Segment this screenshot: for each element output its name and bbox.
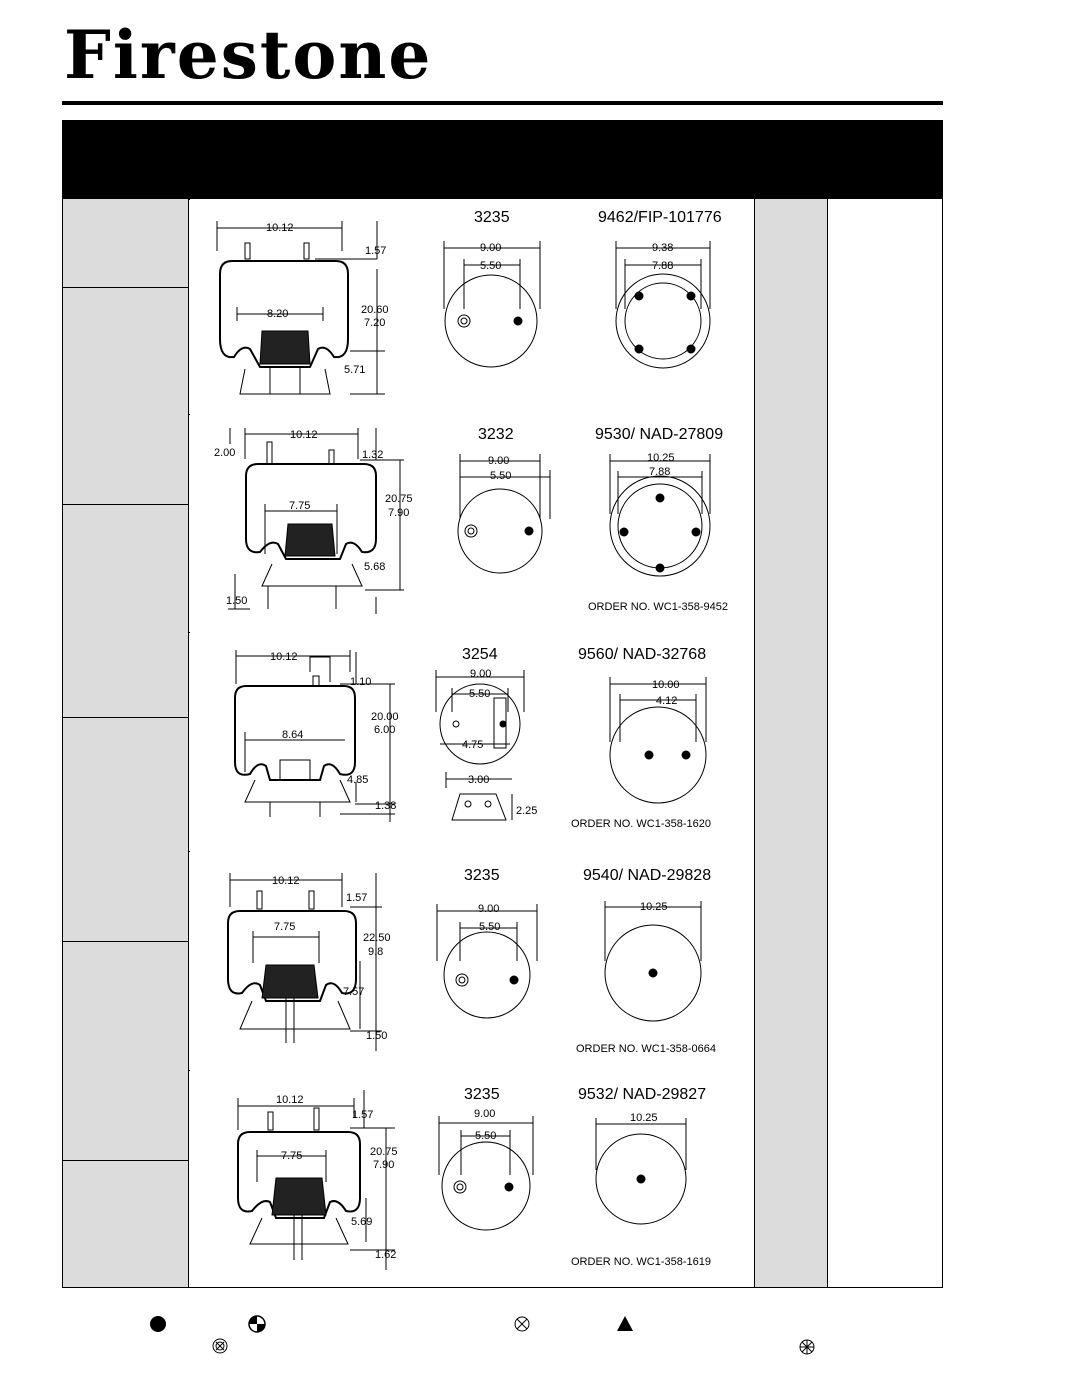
dim-design-height: 22.50	[363, 932, 391, 944]
dim-piston-height: 5.68	[364, 561, 386, 573]
dim-base-height: 1.38	[375, 800, 397, 812]
notes-cell	[828, 851, 942, 1070]
bellows-drawing	[190, 199, 754, 414]
spec-cell	[754, 632, 828, 851]
notes-cell	[828, 199, 942, 414]
piston-code: 3235	[474, 209, 510, 226]
dim-piston-width: 7.75	[289, 500, 311, 512]
part-info-cell	[63, 632, 189, 851]
dim-bp-outer: 9.00	[478, 903, 500, 915]
part-info-cell	[63, 1070, 189, 1287]
brand-logo: Firestone	[64, 16, 433, 94]
dim-top-width: 10.12	[270, 651, 298, 663]
dim-top-width: 10.12	[276, 1094, 304, 1106]
piston-code: 3254	[462, 646, 498, 663]
notes-cell	[828, 414, 942, 632]
dim-top-width: 10.12	[272, 875, 300, 887]
piston-code: 3235	[464, 1086, 500, 1103]
dim-piston-height: 5.71	[344, 364, 366, 376]
table-row	[63, 414, 942, 633]
drawing-cell	[190, 199, 754, 414]
spec-cell	[754, 414, 828, 632]
table-row	[63, 632, 942, 852]
product-table	[62, 199, 943, 1288]
filled-circle-icon	[150, 1316, 166, 1332]
dim-min-height: 7.20	[364, 317, 386, 329]
dim-min-height: 9.8	[368, 946, 384, 958]
dim-tp-inner: 7.88	[652, 260, 674, 272]
dim-tp-outer: 9.38	[652, 242, 674, 254]
spec-cell	[754, 1070, 828, 1287]
dim-bp-outer: 9.00	[488, 455, 510, 467]
spec-cell	[754, 199, 828, 414]
dim-tp-outer: 10.25	[640, 901, 668, 913]
dim-bp-outer: 9.00	[470, 668, 492, 680]
dim-bp-outer: 9.00	[474, 1108, 496, 1120]
plate-code: 9530/ NAD-27809	[595, 426, 724, 443]
dim-piston-width: 8.64	[282, 729, 304, 741]
piston-code: 3235	[464, 867, 500, 884]
quartered-circle-icon	[249, 1316, 265, 1332]
dim-tp-outer: 10.00	[652, 679, 680, 691]
crossed-circle-icon	[515, 1317, 529, 1331]
plate-code: 9462/FIP-101776	[598, 209, 722, 226]
plate-code: 9532/ NAD-29827	[578, 1086, 707, 1103]
header-rule	[62, 101, 943, 105]
order-number: ORDER NO. WC1-358-0664	[576, 1043, 716, 1055]
dim-bp-offset: 4.75	[462, 739, 484, 751]
notes-cell	[828, 1070, 942, 1287]
table-row	[63, 199, 942, 415]
triangle-icon	[617, 1316, 633, 1331]
dim-design-height: 20.00	[371, 711, 399, 723]
table-row	[63, 851, 942, 1071]
dim-bp-inner: 5.50	[475, 1130, 497, 1142]
dim-top-width: 10.12	[266, 222, 294, 234]
dim-bp-inner: 5.50	[479, 921, 501, 933]
dim-design-height: 20.75	[385, 493, 413, 505]
dim-bp-inner: 5.50	[490, 470, 512, 482]
dim-piston-width: 7.75	[274, 921, 296, 933]
dim-stud-height: 1.10	[350, 676, 372, 688]
piston-code: 3232	[478, 426, 514, 443]
dim-design-height: 20.60	[361, 304, 389, 316]
dim-base-height: 1.62	[375, 1249, 397, 1261]
dim-stud-height: 1.57	[352, 1109, 374, 1121]
plate-code: 9560/ NAD-32768	[578, 646, 707, 663]
order-number: ORDER NO. WC1-358-9452	[588, 601, 728, 613]
dim-bp-inner: 5.50	[469, 688, 491, 700]
table-header-band	[62, 120, 943, 200]
drawing-cell	[190, 414, 754, 632]
dim-bp-outer: 9.00	[480, 242, 502, 254]
dim-piston-height: 4.85	[347, 774, 369, 786]
dim-piston-height: 5.69	[351, 1216, 373, 1228]
dim-base-height: 1.50	[226, 595, 248, 607]
part-info-cell	[63, 851, 189, 1070]
dim-stud-height: 1.32	[362, 449, 384, 461]
dim-tp-inner: 4.12	[656, 695, 678, 707]
legend	[0, 1300, 1071, 1360]
dim-stud-height: 1.57	[365, 245, 387, 257]
drawing-cell	[190, 1070, 754, 1287]
notes-cell	[828, 632, 942, 851]
dim-min-height: 6.00	[374, 724, 396, 736]
dim-tp-inner: 7.88	[649, 466, 671, 478]
dim-base-height: 1.50	[366, 1030, 388, 1042]
dim-offset: 2.00	[214, 447, 236, 459]
dim-piston-width: 7.75	[281, 1150, 303, 1162]
part-info-cell	[63, 199, 189, 414]
drawing-cell	[190, 632, 754, 851]
dim-min-height: 7.90	[373, 1159, 395, 1171]
bellows-drawing	[190, 414, 754, 632]
order-number: ORDER NO. WC1-358-1620	[571, 818, 711, 830]
dim-piston-width: 8.20	[267, 308, 289, 320]
table-row	[63, 1070, 942, 1287]
dim-bracket-height: 2.25	[516, 805, 538, 817]
dim-bp-inner: 5.50	[480, 260, 502, 272]
dim-stud-height: 1.57	[346, 892, 368, 904]
dim-design-height: 20.75	[370, 1146, 398, 1158]
dim-tp-outer: 10.25	[630, 1112, 658, 1124]
drawing-cell	[190, 851, 754, 1070]
dim-piston-height: 7.57	[343, 986, 365, 998]
double-crossed-circle-icon	[213, 1339, 227, 1353]
spec-cell	[754, 851, 828, 1070]
dim-top-width: 10.12	[290, 429, 318, 441]
order-number: ORDER NO. WC1-358-1619	[571, 1256, 711, 1268]
dim-min-height: 7.90	[388, 507, 410, 519]
starred-circle-icon	[800, 1340, 814, 1354]
plate-code: 9540/ NAD-29828	[583, 867, 712, 884]
part-info-cell	[63, 414, 189, 632]
dim-bracket-width: 3.00	[468, 774, 490, 786]
dim-tp-outer: 10.25	[647, 452, 675, 464]
